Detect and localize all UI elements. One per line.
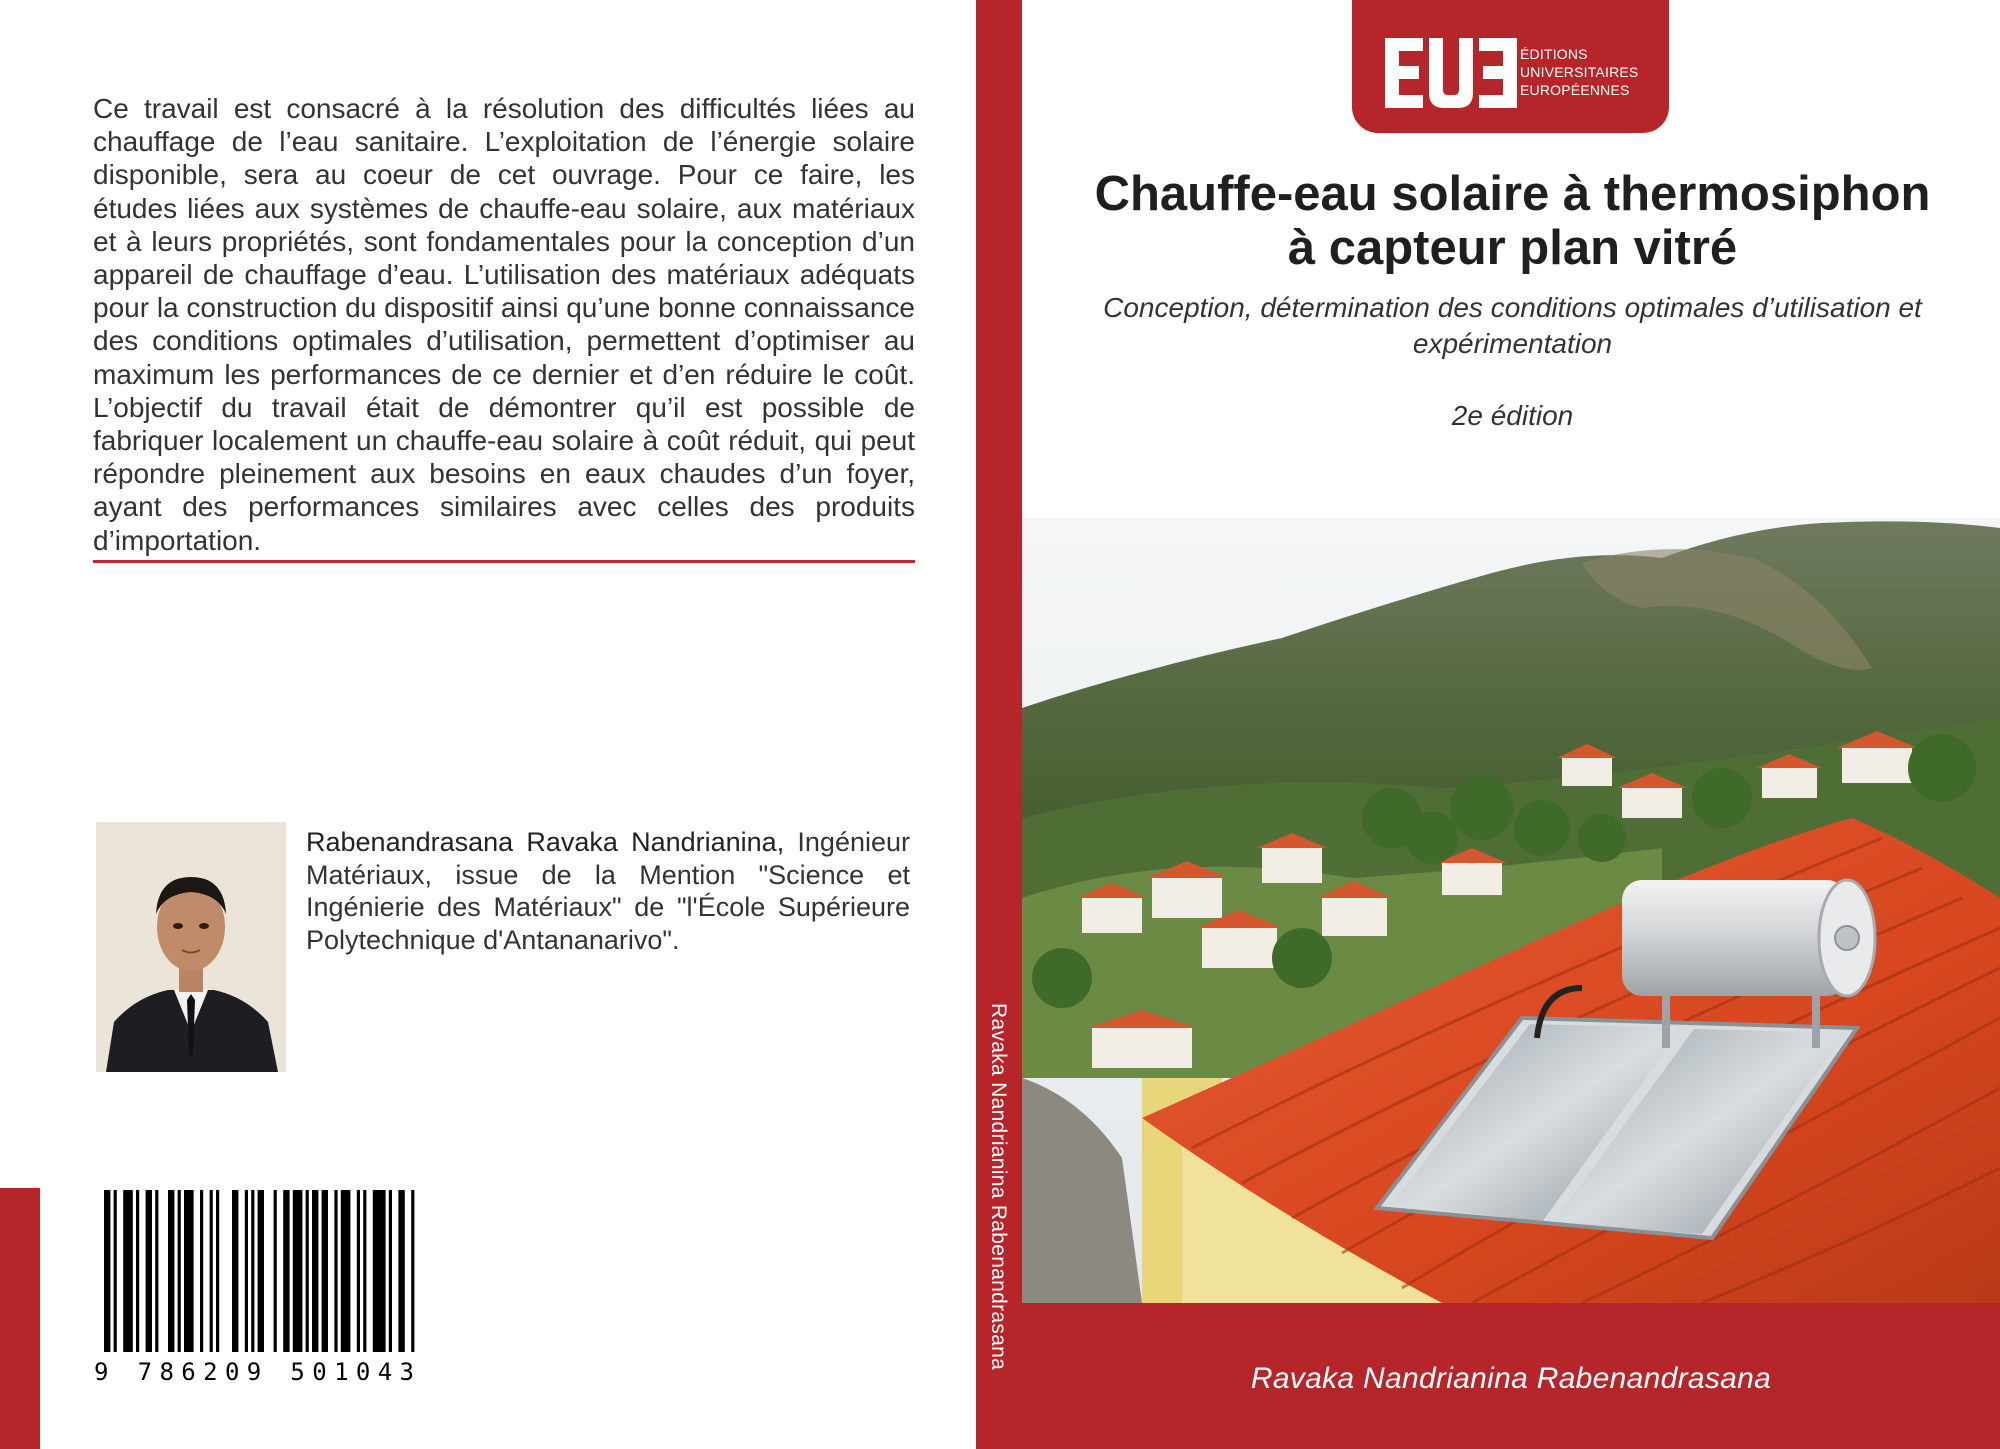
cover-illustration (1022, 518, 2000, 1303)
barcode-bar (210, 1190, 213, 1352)
barcode-bar (155, 1190, 158, 1352)
barcode-bar (146, 1190, 152, 1352)
barcode-bar (200, 1190, 203, 1352)
barcode-bar (322, 1190, 328, 1352)
barcode-bar (398, 1190, 404, 1352)
spine-author: Ravaka Nandrianina Rabenandrasana (987, 1003, 1010, 1371)
book-title (1060, 167, 1965, 275)
barcode-bar (357, 1190, 360, 1352)
barcode-bar (232, 1190, 238, 1352)
barcode-bars (92, 1186, 422, 1386)
isbn-barcode (92, 1186, 422, 1386)
author-photo (96, 822, 286, 1072)
barcode-bar (274, 1190, 277, 1352)
barcode-bar (312, 1190, 318, 1352)
barcode-bar (114, 1190, 117, 1352)
eue-logo-icon (1385, 38, 1517, 108)
book-edition: 2e édition (1451, 400, 1574, 431)
barcode-bar (184, 1190, 194, 1352)
back-cover-blurb: Ce travail est consacré à la résolution des difficultés liées au chauffage de l’eau sanitaire. L’exploitation de l’énergie solaire disponible, sera au coeur de cet ouvrage. Pour ce faire, les études liées aux systèmes de chauffe-eau solaire, aux matériaux et à leurs propriétés, sont fondamentales pour la conception d’un appareil de chauffage d’eau. L’utilisation des matériaux adéquats pour la construction du dispositif ainsi qu’une bonne connaissance des conditions optimales d’utilisation, permettent d’optimiser au maximum les performances de ce dernier et d’en réduire le coût. L’objectif du travail était de démontrer qu’il est possible de fabriquer localement un chauffe-eau solaire à coût réduit, qui peut répondre pleinement aux besoins en eaux chaudes d’un foyer, ayant des performances similaires avec celles des produits d’importation. (93, 93, 915, 556)
barcode-bar (258, 1190, 264, 1352)
barcode-bar (283, 1190, 289, 1352)
barcode-bar (104, 1190, 110, 1352)
publisher-line-3: EUROPÉENNES (1520, 82, 1630, 98)
barcode-bar (389, 1190, 392, 1352)
book-title-line-2: à capteur plan vitré (1287, 221, 1738, 275)
barcode-bar (245, 1190, 248, 1352)
cover-photo-solar-heater-on-roof (1022, 518, 2000, 1303)
barcode-bar (306, 1190, 309, 1352)
publisher-line-2: UNIVERSITAIRES (1520, 64, 1639, 80)
publisher-line-1: ÉDITIONS (1520, 46, 1588, 62)
book-subtitle: Conception, détermination des conditions optimales d’utilisation et expérimentation (1103, 292, 1922, 359)
barcode-bar (168, 1190, 174, 1352)
barcode-bar (216, 1190, 219, 1352)
publisher-name (1520, 45, 1638, 99)
barcode-bar (341, 1190, 351, 1352)
author-bio-name: Rabenandrasana Ravaka Nandrianina, (306, 827, 785, 857)
barcode-bar (178, 1190, 181, 1352)
front-cover-author: Ravaka Nandrianina Rabenandrasana (1250, 1362, 1772, 1395)
barcode-bar (293, 1190, 303, 1352)
barcode-bar (123, 1190, 133, 1352)
barcode-bar (136, 1190, 139, 1352)
book-title-line-1: Chauffe-eau solaire à thermosiphon (1094, 167, 1931, 221)
divider-rule (93, 560, 915, 563)
barcode-bar (373, 1190, 386, 1352)
barcode-bar (411, 1190, 414, 1352)
author-portrait-image (96, 822, 286, 1072)
author-bio (306, 826, 910, 956)
back-cover-red-bar (0, 1188, 40, 1449)
barcode-bar (334, 1190, 337, 1352)
author-bio-text: Ingénieur Matériaux, issue de la Mention "Science et Ingénierie des Matériaux" de "l'École Supérieure Polytechnique d'Antananarivo". (306, 827, 911, 955)
barcode-bar (363, 1190, 366, 1352)
isbn-digits: 9 786209 501043 (94, 1358, 414, 1386)
barcode-bar (251, 1190, 254, 1352)
